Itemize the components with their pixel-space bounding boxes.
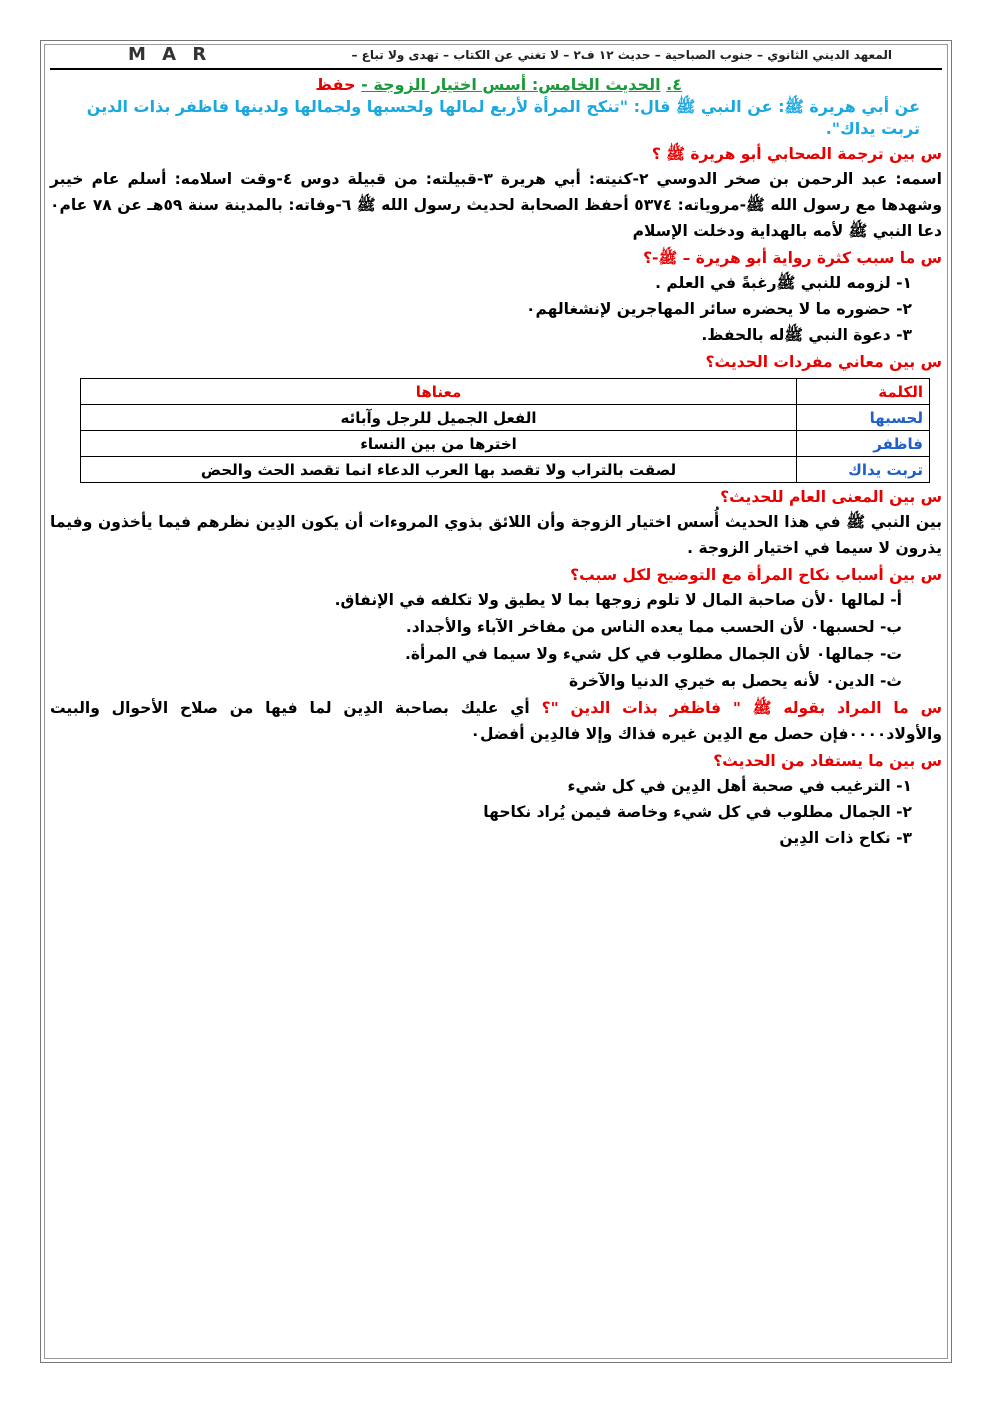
title-text: الحديث الخامس: أسس اختيار الزوجة - bbox=[361, 75, 661, 94]
list-item: ٢- حضوره ما لا يحضره سائر المهاجرين لإنشغالهم٠ bbox=[526, 300, 912, 318]
list-item: ٣- نكاح ذات الدِين bbox=[779, 829, 912, 847]
header-mark: M A R bbox=[128, 44, 212, 65]
title-tag: حفظ bbox=[315, 75, 356, 94]
list-item: ث- الدين٠ لأنه يحصل به خيري الدنيا والآخرة bbox=[568, 672, 902, 690]
vocab-question: س بين معاني مفردات الحديث؟ bbox=[705, 353, 942, 371]
vocab-meaning: الفعل الجميل للرجل وآبائه bbox=[81, 405, 797, 431]
general-answer: بين النبي ﷺ في هذا الحديث أُسس اختيار الزوجة وأن اللائق بذوي المروءات أن يكون الدِين نظرهم فيما يأخذون وفيما يذرون لا سيما في اختيار الزوجة . bbox=[50, 513, 942, 557]
reasons-question: س ما سبب كثرة رواية أبو هريرة – ﷺ-؟ bbox=[643, 249, 942, 267]
causes-list bbox=[50, 587, 942, 695]
table-row bbox=[81, 457, 930, 483]
title-number: ٤. bbox=[666, 75, 682, 94]
list-item: ٣- دعوة النبي ﷺله بالحفظ. bbox=[701, 326, 912, 344]
meaning-block bbox=[50, 695, 942, 747]
table-row bbox=[81, 431, 930, 457]
list-item: أ- لمالها ٠لأن صاحبة المال لا تلوم زوجها بما لا يطيق ولا تكلفه في الإنفاق. bbox=[334, 591, 902, 609]
causes-question: س بين أسباب نكاح المرأة مع التوضيح لكل سبب؟ bbox=[570, 566, 942, 584]
vocab-meaning: لصقت بالتراب ولا تقصد بها العرب الدعاء انما تقصد الحث والحض bbox=[81, 457, 797, 483]
vocab-word: تربت يداك bbox=[797, 457, 930, 483]
benefits-question: س بين ما يستفاد من الحديث؟ bbox=[713, 752, 942, 770]
general-question: س بين المعنى العام للحديث؟ bbox=[720, 488, 942, 506]
header-meaning: معناها bbox=[81, 379, 797, 405]
header-line: المعهد الديني الثانوي – جنوب الصباحية – حديث ١٢ ف٢ – لا تغني عن الكتاب – تهدى ولا تباع – bbox=[351, 48, 892, 62]
hadith-body: "تنكح المرأة لأربع لمالها ولحسبها ولجمالها ولدينها فاظفر بذات الدين تربت يداك". bbox=[86, 97, 920, 138]
vocab-word: فاظفر bbox=[797, 431, 930, 457]
list-item: ١- لزومه للنبي ﷺرغبةً في العلم . bbox=[655, 274, 912, 292]
page-header bbox=[50, 46, 942, 70]
header-word: الكلمة bbox=[797, 379, 930, 405]
table-header-row bbox=[81, 379, 930, 405]
vocab-table bbox=[80, 378, 930, 483]
meaning-question: س ما المراد بقوله ﷺ " فاظفر بذات الدين "؟ bbox=[541, 699, 942, 717]
hadith-narrator: عن أبي هريرة ﷺ: عن النبي ﷺ قال: bbox=[633, 97, 920, 116]
vocab-word: لحسبها bbox=[797, 405, 930, 431]
bio-question: س بين ترجمة الصحابي أبو هريرة ﷺ ؟ bbox=[651, 145, 942, 163]
list-item: ٢- الجمال مطلوب في كل شيء وخاصة فيمن يُراد نكاحها bbox=[483, 803, 912, 821]
lesson-title bbox=[50, 74, 682, 96]
bio-answer: اسمه: عبد الرحمن بن صخر الدوسي ٢-كنيته: أبي هريرة ٣-قبيلته: من قبيلة دوس ٤-وقت اسلامه: أسلم عام خيبر وشهدها مع رسول الله ﷺ-مروياته: ٥٣٧٤ أحفظ الصحابة لحديث رسول الله ﷺ ٦-وفاته: بالمدينة سنة ٥٩هـ عن ٧٨ عام٠ دعا النبي ﷺ لأمه بالهداية ودخلت الإسلام bbox=[50, 170, 943, 240]
meaning-answer: أي عليك بصاحبة الدِين لما فيها من صلاح الأحوال والبيت والأولاد٠٠٠٠فإن حصل مع الدِين غيره فذاك وإلا فالدِين أفضل٠ bbox=[50, 699, 942, 743]
list-item: ب- لحسبها٠ لأن الحسب مما يعده الناس من مفاخر الآباء والأجداد. bbox=[405, 618, 902, 636]
list-item: ت- جمالها٠ لأن الجمال مطلوب في كل شيء ولا سيما في المرأة. bbox=[405, 645, 902, 663]
vocab-meaning: اخترها من بين النساء bbox=[81, 431, 797, 457]
hadith-text bbox=[50, 96, 942, 140]
document-page bbox=[50, 46, 942, 851]
list-item: ١- الترغيب في صحبة أهل الدِين في كل شيء bbox=[567, 777, 912, 795]
table-row bbox=[81, 405, 930, 431]
benefits-list bbox=[50, 773, 942, 851]
reasons-list bbox=[50, 270, 942, 348]
